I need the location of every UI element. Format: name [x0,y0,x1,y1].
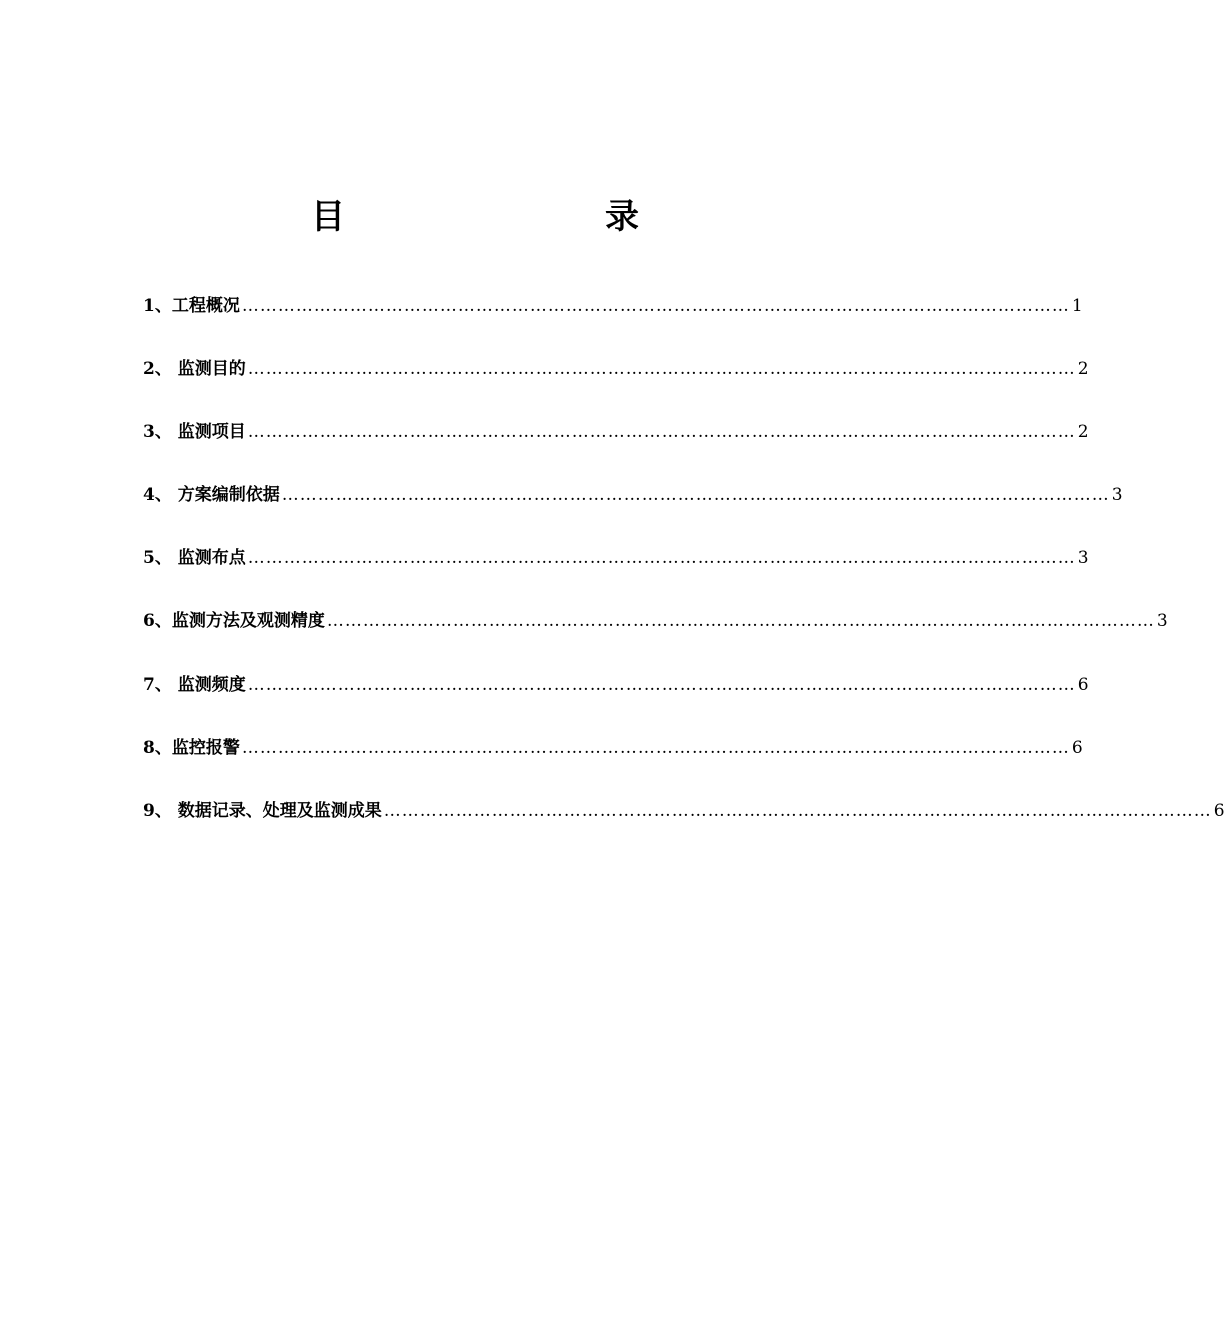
toc-entry-2[interactable] [143,356,1089,382]
toc-leader-dots: ………………………………………………………………………………………………………………………… [247,422,1076,442]
toc-entry-8[interactable] [143,735,1083,761]
toc-entry-label: 6、监测方法及观测精度 [143,611,325,631]
page-title: 目 录 [311,197,703,237]
toc-entry-9[interactable] [143,798,1225,824]
toc-entry-3[interactable] [143,419,1089,445]
toc-leader-dots: ………………………………………………………………………………………………………………………… [241,296,1070,316]
toc-page-number: 6 [1071,738,1083,758]
toc-entry-6[interactable] [143,608,1168,634]
toc-entry-4[interactable] [143,482,1123,508]
toc-page-number: 6 [1077,675,1089,695]
toc-leader-dots: ………………………………………………………………………………………………………………………… [326,611,1155,631]
toc-entry-label: 5、 监测布点 [143,548,246,568]
toc-entry-label: 2、 监测目的 [143,359,246,379]
toc-leader-dots: ………………………………………………………………………………………………………………………… [383,801,1212,821]
toc-entry-label: 8、监控报警 [143,738,240,758]
toc-entry-5[interactable] [143,545,1089,571]
toc-leader-dots: ………………………………………………………………………………………………………………………… [247,548,1076,568]
toc-leader-dots: ………………………………………………………………………………………………………………………… [241,738,1070,758]
toc-page-number: 3 [1077,548,1089,568]
toc-entry-label: 9、 数据记录、处理及监测成果 [143,801,382,821]
toc-page-number: 2 [1077,359,1089,379]
toc-page-number: 3 [1111,485,1123,505]
toc-entry-label: 7、 监测频度 [143,675,246,695]
toc-leader-dots: ………………………………………………………………………………………………………………………… [281,485,1110,505]
toc-page-number: 2 [1077,422,1089,442]
toc-leader-dots: ………………………………………………………………………………………………………………………… [247,675,1076,695]
toc-entry-label: 1、工程概况 [143,296,240,316]
toc-leader-dots: ………………………………………………………………………………………………………………………… [247,359,1076,379]
toc-page-number: 3 [1156,611,1168,631]
toc-entry-label: 4、 方案编制依据 [143,485,280,505]
toc-page-number: 1 [1071,296,1083,316]
toc-entry-7[interactable] [143,672,1089,698]
toc-entry-label: 3、 监测项目 [143,422,246,442]
toc-entry-1[interactable] [143,293,1083,319]
toc-page-number: 6 [1213,801,1225,821]
